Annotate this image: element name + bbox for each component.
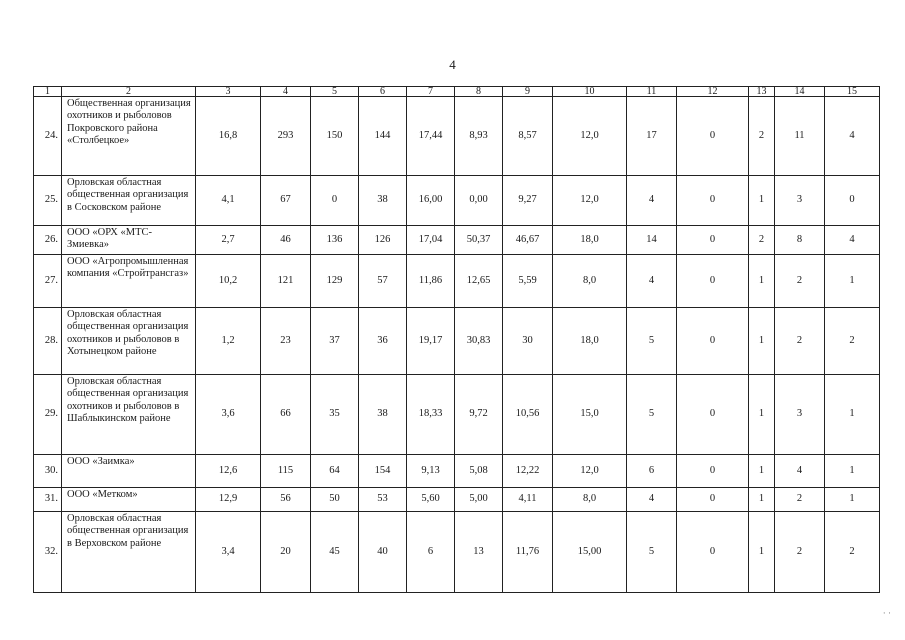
value-cell-col-12: 0	[677, 255, 749, 308]
value-cell-col-14: 3	[775, 375, 825, 455]
value-cell-col-15: 0	[825, 176, 880, 226]
value-cell-col-12: 0	[677, 512, 749, 593]
value-cell-col-14: 11	[775, 97, 825, 176]
value-cell-col-5: 64	[311, 455, 359, 488]
value-cell-col-3: 1,2	[196, 308, 261, 375]
table-body	[34, 87, 880, 593]
value-cell-col-3: 4,1	[196, 176, 261, 226]
value-cell-col-4: 23	[261, 308, 311, 375]
value-cell-col-4: 46	[261, 226, 311, 255]
row-number: 28.	[34, 308, 62, 375]
column-header-1: 1	[34, 87, 62, 97]
value-cell-col-12: 0	[677, 176, 749, 226]
value-cell-col-3: 12,9	[196, 488, 261, 512]
organization-name: ООО «Метком»	[62, 488, 196, 512]
table-row	[34, 375, 880, 455]
value-cell-col-11: 5	[627, 512, 677, 593]
value-cell-col-11: 5	[627, 308, 677, 375]
value-cell-col-12: 0	[677, 226, 749, 255]
value-cell-col-14: 2	[775, 255, 825, 308]
value-cell-col-10: 12,0	[553, 176, 627, 226]
column-header-7: 7	[407, 87, 455, 97]
value-cell-col-5: 129	[311, 255, 359, 308]
table-row	[34, 512, 880, 593]
value-cell-col-12: 0	[677, 488, 749, 512]
value-cell-col-7: 17,44	[407, 97, 455, 176]
value-cell-col-11: 4	[627, 255, 677, 308]
value-cell-col-6: 144	[359, 97, 407, 176]
value-cell-col-4: 66	[261, 375, 311, 455]
value-cell-col-14: 2	[775, 488, 825, 512]
value-cell-col-5: 136	[311, 226, 359, 255]
column-header-11: 11	[627, 87, 677, 97]
column-header-6: 6	[359, 87, 407, 97]
value-cell-col-11: 17	[627, 97, 677, 176]
value-cell-col-14: 4	[775, 455, 825, 488]
organization-name: Общественная организация охотников и рыболовов Покровского района «Столбецкое»	[62, 97, 196, 176]
column-header-15: 15	[825, 87, 880, 97]
value-cell-col-8: 5,08	[455, 455, 503, 488]
value-cell-col-5: 37	[311, 308, 359, 375]
value-cell-col-13: 2	[749, 226, 775, 255]
row-number: 31.	[34, 488, 62, 512]
row-number: 32.	[34, 512, 62, 593]
value-cell-col-15: 1	[825, 375, 880, 455]
row-number: 29.	[34, 375, 62, 455]
value-cell-col-10: 18,0	[553, 226, 627, 255]
column-header-10: 10	[553, 87, 627, 97]
value-cell-col-4: 293	[261, 97, 311, 176]
value-cell-col-15: 1	[825, 455, 880, 488]
value-cell-col-3: 10,2	[196, 255, 261, 308]
value-cell-col-9: 9,27	[503, 176, 553, 226]
value-cell-col-6: 53	[359, 488, 407, 512]
value-cell-col-8: 5,00	[455, 488, 503, 512]
organization-name: ООО «Заимка»	[62, 455, 196, 488]
column-header-13: 13	[749, 87, 775, 97]
value-cell-col-9: 11,76	[503, 512, 553, 593]
column-number-row	[34, 87, 880, 97]
value-cell-col-10: 8,0	[553, 488, 627, 512]
value-cell-col-9: 8,57	[503, 97, 553, 176]
value-cell-col-5: 50	[311, 488, 359, 512]
value-cell-col-14: 2	[775, 512, 825, 593]
value-cell-col-6: 36	[359, 308, 407, 375]
value-cell-col-14: 8	[775, 226, 825, 255]
value-cell-col-13: 1	[749, 455, 775, 488]
value-cell-col-11: 5	[627, 375, 677, 455]
value-cell-col-15: 1	[825, 255, 880, 308]
value-cell-col-4: 115	[261, 455, 311, 488]
value-cell-col-12: 0	[677, 97, 749, 176]
value-cell-col-3: 3,6	[196, 375, 261, 455]
value-cell-col-10: 15,00	[553, 512, 627, 593]
column-header-2: 2	[62, 87, 196, 97]
value-cell-col-8: 12,65	[455, 255, 503, 308]
value-cell-col-4: 56	[261, 488, 311, 512]
value-cell-col-9: 4,11	[503, 488, 553, 512]
value-cell-col-5: 0	[311, 176, 359, 226]
page-number: 4	[449, 57, 456, 72]
value-cell-col-15: 4	[825, 226, 880, 255]
value-cell-col-7: 9,13	[407, 455, 455, 488]
value-cell-col-8: 8,93	[455, 97, 503, 176]
value-cell-col-4: 67	[261, 176, 311, 226]
data-table	[33, 86, 880, 593]
column-header-5: 5	[311, 87, 359, 97]
value-cell-col-11: 14	[627, 226, 677, 255]
value-cell-col-10: 12,0	[553, 97, 627, 176]
value-cell-col-7: 19,17	[407, 308, 455, 375]
value-cell-col-3: 12,6	[196, 455, 261, 488]
value-cell-col-3: 3,4	[196, 512, 261, 593]
value-cell-col-3: 16,8	[196, 97, 261, 176]
value-cell-col-8: 13	[455, 512, 503, 593]
table-row	[34, 176, 880, 226]
value-cell-col-9: 12,22	[503, 455, 553, 488]
value-cell-col-8: 0,00	[455, 176, 503, 226]
value-cell-col-12: 0	[677, 308, 749, 375]
scan-mark: · ·	[882, 608, 891, 618]
value-cell-col-6: 126	[359, 226, 407, 255]
value-cell-col-15: 2	[825, 512, 880, 593]
value-cell-col-6: 38	[359, 375, 407, 455]
value-cell-col-13: 1	[749, 512, 775, 593]
value-cell-col-7: 16,00	[407, 176, 455, 226]
value-cell-col-6: 154	[359, 455, 407, 488]
organization-name: Орловская областная общественная организация охотников и рыболовов в Хотынецком районе	[62, 308, 196, 375]
value-cell-col-12: 0	[677, 375, 749, 455]
table-row	[34, 488, 880, 512]
value-cell-col-13: 1	[749, 176, 775, 226]
value-cell-col-10: 18,0	[553, 308, 627, 375]
value-cell-col-13: 1	[749, 375, 775, 455]
value-cell-col-13: 1	[749, 488, 775, 512]
row-number: 25.	[34, 176, 62, 226]
value-cell-col-11: 6	[627, 455, 677, 488]
value-cell-col-6: 57	[359, 255, 407, 308]
value-cell-col-7: 18,33	[407, 375, 455, 455]
column-header-3: 3	[196, 87, 261, 97]
organization-name: Орловская областная общественная организация в Верховском районе	[62, 512, 196, 593]
organization-name: ООО «Агропромышленная компания «Стройтрансгаз»	[62, 255, 196, 308]
value-cell-col-12: 0	[677, 455, 749, 488]
column-header-9: 9	[503, 87, 553, 97]
value-cell-col-10: 15,0	[553, 375, 627, 455]
value-cell-col-14: 3	[775, 176, 825, 226]
table-row	[34, 455, 880, 488]
row-number: 24.	[34, 97, 62, 176]
table-row	[34, 97, 880, 176]
value-cell-col-9: 10,56	[503, 375, 553, 455]
value-cell-col-9: 46,67	[503, 226, 553, 255]
organization-name: ООО «ОРХ «МТС-Змиевка»	[62, 226, 196, 255]
row-number: 30.	[34, 455, 62, 488]
table-row	[34, 308, 880, 375]
value-cell-col-5: 35	[311, 375, 359, 455]
value-cell-col-13: 1	[749, 255, 775, 308]
value-cell-col-7: 5,60	[407, 488, 455, 512]
value-cell-col-14: 2	[775, 308, 825, 375]
column-header-14: 14	[775, 87, 825, 97]
value-cell-col-13: 2	[749, 97, 775, 176]
row-number: 27.	[34, 255, 62, 308]
value-cell-col-11: 4	[627, 176, 677, 226]
value-cell-col-8: 30,83	[455, 308, 503, 375]
value-cell-col-15: 4	[825, 97, 880, 176]
value-cell-col-10: 12,0	[553, 455, 627, 488]
value-cell-col-15: 1	[825, 488, 880, 512]
row-number: 26.	[34, 226, 62, 255]
organization-name: Орловская областная общественная организация охотников и рыболовов в Шаблыкинском районе	[62, 375, 196, 455]
organization-name: Орловская областная общественная организация в Сосковском районе	[62, 176, 196, 226]
value-cell-col-5: 45	[311, 512, 359, 593]
value-cell-col-10: 8,0	[553, 255, 627, 308]
value-cell-col-4: 20	[261, 512, 311, 593]
table-row	[34, 255, 880, 308]
table-row	[34, 226, 880, 255]
value-cell-col-7: 6	[407, 512, 455, 593]
column-header-12: 12	[677, 87, 749, 97]
value-cell-col-4: 121	[261, 255, 311, 308]
value-cell-col-3: 2,7	[196, 226, 261, 255]
value-cell-col-9: 30	[503, 308, 553, 375]
value-cell-col-6: 40	[359, 512, 407, 593]
value-cell-col-7: 17,04	[407, 226, 455, 255]
value-cell-col-8: 9,72	[455, 375, 503, 455]
value-cell-col-6: 38	[359, 176, 407, 226]
column-header-8: 8	[455, 87, 503, 97]
value-cell-col-13: 1	[749, 308, 775, 375]
value-cell-col-7: 11,86	[407, 255, 455, 308]
value-cell-col-5: 150	[311, 97, 359, 176]
value-cell-col-11: 4	[627, 488, 677, 512]
value-cell-col-9: 5,59	[503, 255, 553, 308]
value-cell-col-8: 50,37	[455, 226, 503, 255]
column-header-4: 4	[261, 87, 311, 97]
value-cell-col-15: 2	[825, 308, 880, 375]
